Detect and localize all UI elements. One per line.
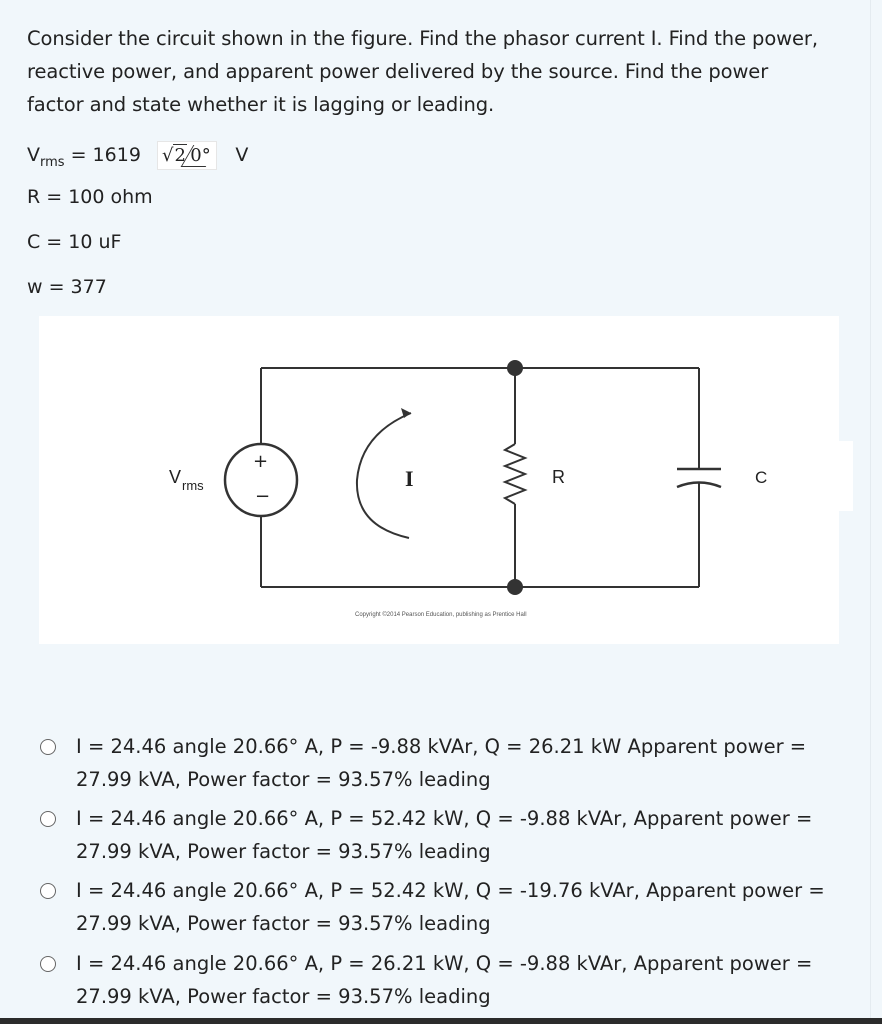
- option-text: [76, 730, 836, 796]
- question-line: Consider the circuit shown in the figure. Find the phasor current I. Find the power,: [27, 27, 818, 50]
- option-line: I = 24.46 angle 20.66° A, P = -9.88 kVAr, Q = 26.21 kW Apparent power =: [76, 735, 807, 758]
- option-text: [76, 947, 836, 1013]
- vrms-unit: V: [235, 144, 249, 166]
- option-text: [76, 802, 836, 868]
- figure-side-strip: [839, 441, 853, 511]
- radio-button[interactable]: [40, 739, 56, 755]
- sqrt-value: 2: [174, 145, 186, 166]
- param-vrms: [27, 141, 248, 170]
- bottom-node-icon: [507, 579, 523, 595]
- fig-copyright: Copyright ©2014 Pearson Education, publishing as Prentice Hall: [355, 612, 527, 618]
- circuit-figure: [39, 316, 839, 644]
- fig-capacitor-label: C: [755, 468, 768, 487]
- source-plus: +: [253, 451, 269, 472]
- top-node-icon: [507, 360, 523, 376]
- param-r: R = 100 ohm: [27, 186, 153, 208]
- option-line: 27.99 kVA, Power factor = 93.57% leading: [76, 768, 491, 791]
- option-line: I = 24.46 angle 20.66° A, P = 26.21 kW, Q = -9.88 kVAr, Apparent power =: [76, 952, 813, 975]
- current-arrow-icon: [357, 413, 411, 538]
- question-line: factor and state whether it is lagging or leading.: [27, 93, 495, 116]
- option-line: I = 24.46 angle 20.66° A, P = 52.42 kW, Q = -9.88 kVAr, Apparent power =: [76, 807, 813, 830]
- fig-vrms-subscript: rms: [182, 478, 204, 493]
- radio-button[interactable]: [40, 956, 56, 972]
- option-text: [76, 874, 836, 940]
- option-line: I = 24.46 angle 20.66° A, P = 52.42 kW, Q = -19.76 kVAr, Apparent power =: [76, 879, 825, 902]
- param-c: C = 10 uF: [27, 231, 122, 253]
- sqrt-symbol: √: [161, 145, 174, 166]
- option-line: 27.99 kVA, Power factor = 93.57% leading: [76, 912, 491, 935]
- vrms-magnitude: = 1619: [64, 144, 141, 166]
- question-line: reactive power, and apparent power delivered by the source. Find the power: [27, 60, 769, 83]
- bottom-bar: [0, 1018, 882, 1024]
- param-w: w = 377: [27, 276, 107, 298]
- fig-vrms-label: V: [169, 467, 182, 487]
- source-minus: −: [255, 486, 271, 507]
- radio-button[interactable]: [40, 811, 56, 827]
- circuit-diagram: [39, 316, 839, 644]
- resistor-icon: [505, 444, 525, 504]
- angle-value: 0°: [190, 145, 211, 166]
- vrms-subscript: rms: [40, 155, 65, 170]
- option-line: 27.99 kVA, Power factor = 93.57% leading: [76, 840, 491, 863]
- fig-resistor-label: R: [552, 467, 565, 487]
- vrms-phasor: [157, 141, 217, 170]
- fig-current-label: I: [405, 466, 414, 491]
- question-text: [27, 22, 847, 121]
- radio-button[interactable]: [40, 883, 56, 899]
- vrms-symbol: V: [27, 144, 40, 166]
- option-line: 27.99 kVA, Power factor = 93.57% leading: [76, 985, 491, 1008]
